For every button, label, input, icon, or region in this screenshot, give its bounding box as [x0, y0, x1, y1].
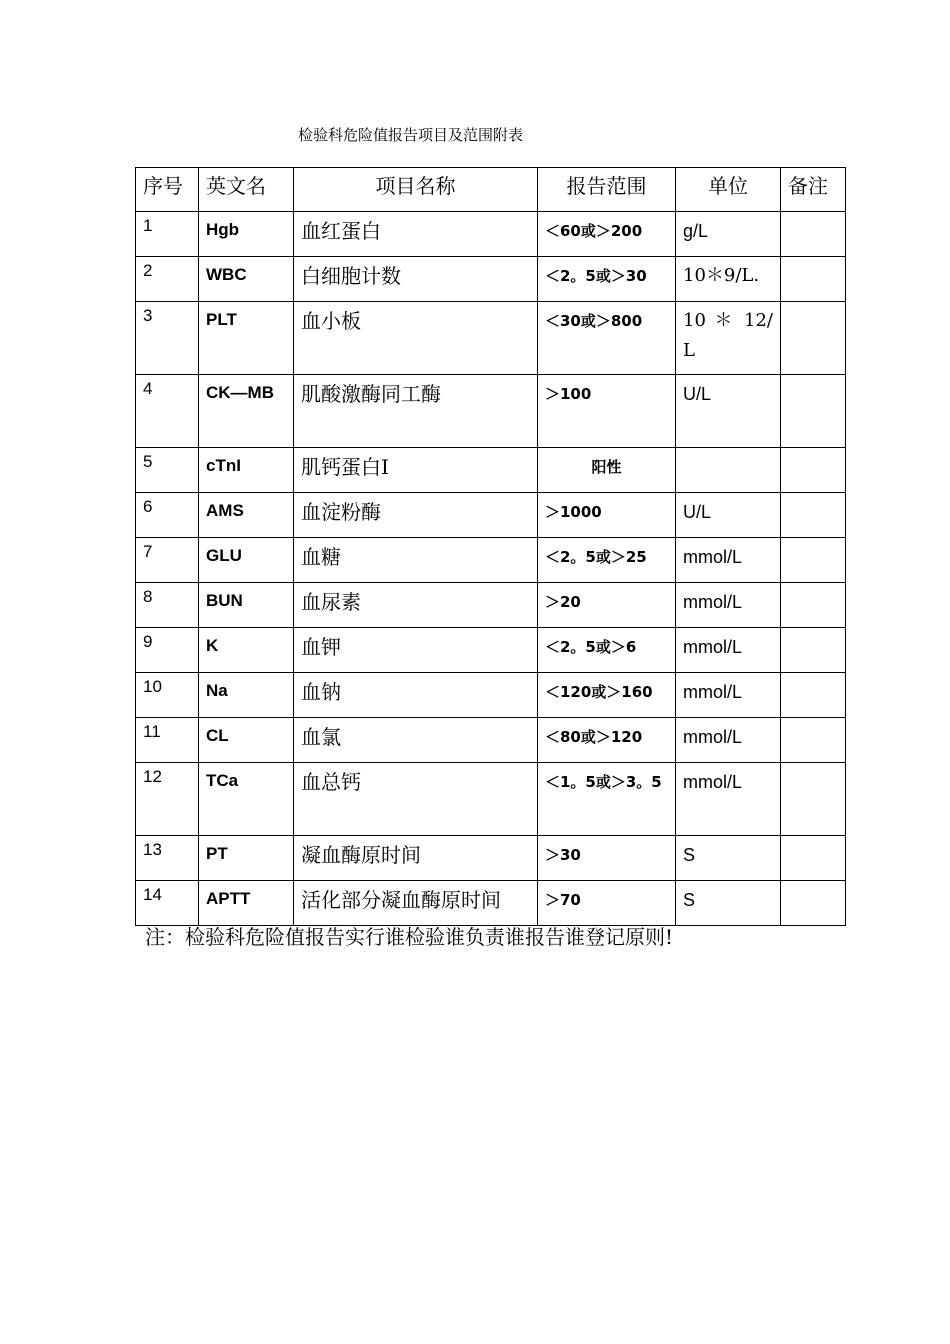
row-english-name: AMS	[199, 493, 294, 538]
table-row	[136, 628, 846, 673]
row-number: 10	[136, 673, 199, 718]
row-remark	[781, 302, 846, 375]
row-number: 11	[136, 718, 199, 763]
row-number: 14	[136, 881, 199, 926]
row-report-range: ＜80或＞120	[538, 718, 676, 763]
row-number: 8	[136, 583, 199, 628]
row-report-range: ＜60或＞200	[538, 212, 676, 257]
table-row	[136, 763, 846, 836]
row-item-name: 肌酸激酶同工酶	[294, 375, 538, 448]
row-report-range: ＞1000	[538, 493, 676, 538]
row-report-range: ＜120或＞160	[538, 673, 676, 718]
row-english-name: Hgb	[199, 212, 294, 257]
table-row	[136, 836, 846, 881]
row-english-name: CL	[199, 718, 294, 763]
row-unit: mmol/L	[676, 538, 781, 583]
row-english-name: GLU	[199, 538, 294, 583]
row-unit: g/L	[676, 212, 781, 257]
row-report-range: ＜2。5或＞6	[538, 628, 676, 673]
row-item-name: 血红蛋白	[294, 212, 538, 257]
table-row	[136, 538, 846, 583]
row-unit: S	[676, 836, 781, 881]
row-report-range: ＜2。5或＞25	[538, 538, 676, 583]
row-item-name: 血糖	[294, 538, 538, 583]
row-item-name: 血淀粉酶	[294, 493, 538, 538]
row-item-name: 血小板	[294, 302, 538, 375]
row-english-name: CK—MB	[199, 375, 294, 448]
row-remark	[781, 448, 846, 493]
row-unit: mmol/L	[676, 673, 781, 718]
row-remark	[781, 375, 846, 448]
row-number: 3	[136, 302, 199, 375]
table-row	[136, 302, 846, 375]
row-number: 1	[136, 212, 199, 257]
row-english-name: Na	[199, 673, 294, 718]
row-unit: 10 ＊ 12/L	[676, 302, 781, 375]
row-unit: U/L	[676, 493, 781, 538]
row-number: 7	[136, 538, 199, 583]
row-item-name: 血氯	[294, 718, 538, 763]
row-report-range: ＜1。5或＞3。5	[538, 763, 676, 836]
row-number: 9	[136, 628, 199, 673]
row-report-range: ＞70	[538, 881, 676, 926]
row-item-name: 肌钙蛋白Ⅰ	[294, 448, 538, 493]
row-remark	[781, 673, 846, 718]
row-unit: S	[676, 881, 781, 926]
table-row	[136, 673, 846, 718]
row-number: 2	[136, 257, 199, 302]
critical-value-table	[135, 167, 846, 926]
header-english-name: 英文名	[199, 168, 294, 212]
row-item-name: 白细胞计数	[294, 257, 538, 302]
row-report-range: ＞30	[538, 836, 676, 881]
table-row	[136, 718, 846, 763]
row-unit: mmol/L	[676, 763, 781, 836]
table-row	[136, 881, 846, 926]
row-unit: 10＊9/L.	[676, 257, 781, 302]
table-row	[136, 212, 846, 257]
footnote: 注：检验科危险值报告实行谁检验谁负责谁报告谁登记原则!	[145, 925, 674, 949]
table-header-row	[136, 168, 846, 212]
row-remark	[781, 538, 846, 583]
header-unit: 单位	[676, 168, 781, 212]
document-title: 检验科危险值报告项目及范围附表	[298, 126, 524, 144]
row-report-range: 阳性	[538, 448, 676, 493]
row-english-name: PT	[199, 836, 294, 881]
row-remark	[781, 583, 846, 628]
header-remark: 备注	[781, 168, 846, 212]
row-number: 4	[136, 375, 199, 448]
row-english-name: PLT	[199, 302, 294, 375]
row-remark	[781, 212, 846, 257]
row-item-name: 血钾	[294, 628, 538, 673]
row-english-name: cTnI	[199, 448, 294, 493]
row-english-name: BUN	[199, 583, 294, 628]
table-row	[136, 493, 846, 538]
row-number: 6	[136, 493, 199, 538]
row-report-range: ＜30或＞800	[538, 302, 676, 375]
row-unit: mmol/L	[676, 583, 781, 628]
row-english-name: APTT	[199, 881, 294, 926]
row-item-name: 血钠	[294, 673, 538, 718]
row-remark	[781, 718, 846, 763]
header-report-range: 报告范围	[538, 168, 676, 212]
row-item-name: 活化部分凝血酶原时间	[294, 881, 538, 926]
row-english-name: K	[199, 628, 294, 673]
row-unit: mmol/L	[676, 718, 781, 763]
table-row	[136, 257, 846, 302]
header-item-name: 项目名称	[294, 168, 538, 212]
row-unit: U/L	[676, 375, 781, 448]
row-remark	[781, 763, 846, 836]
row-remark	[781, 836, 846, 881]
row-remark	[781, 881, 846, 926]
table-row	[136, 583, 846, 628]
row-remark	[781, 493, 846, 538]
row-remark	[781, 257, 846, 302]
header-number: 序号	[136, 168, 199, 212]
row-number: 12	[136, 763, 199, 836]
row-report-range: ＞100	[538, 375, 676, 448]
row-english-name: TCa	[199, 763, 294, 836]
row-item-name: 血总钙	[294, 763, 538, 836]
table-row	[136, 375, 846, 448]
row-unit	[676, 448, 781, 493]
row-remark	[781, 628, 846, 673]
row-number: 5	[136, 448, 199, 493]
row-item-name: 凝血酶原时间	[294, 836, 538, 881]
row-english-name: WBC	[199, 257, 294, 302]
row-number: 13	[136, 836, 199, 881]
row-report-range: ＜2。5或＞30	[538, 257, 676, 302]
row-item-name: 血尿素	[294, 583, 538, 628]
table-row	[136, 448, 846, 493]
row-report-range: ＞20	[538, 583, 676, 628]
row-unit: mmol/L	[676, 628, 781, 673]
